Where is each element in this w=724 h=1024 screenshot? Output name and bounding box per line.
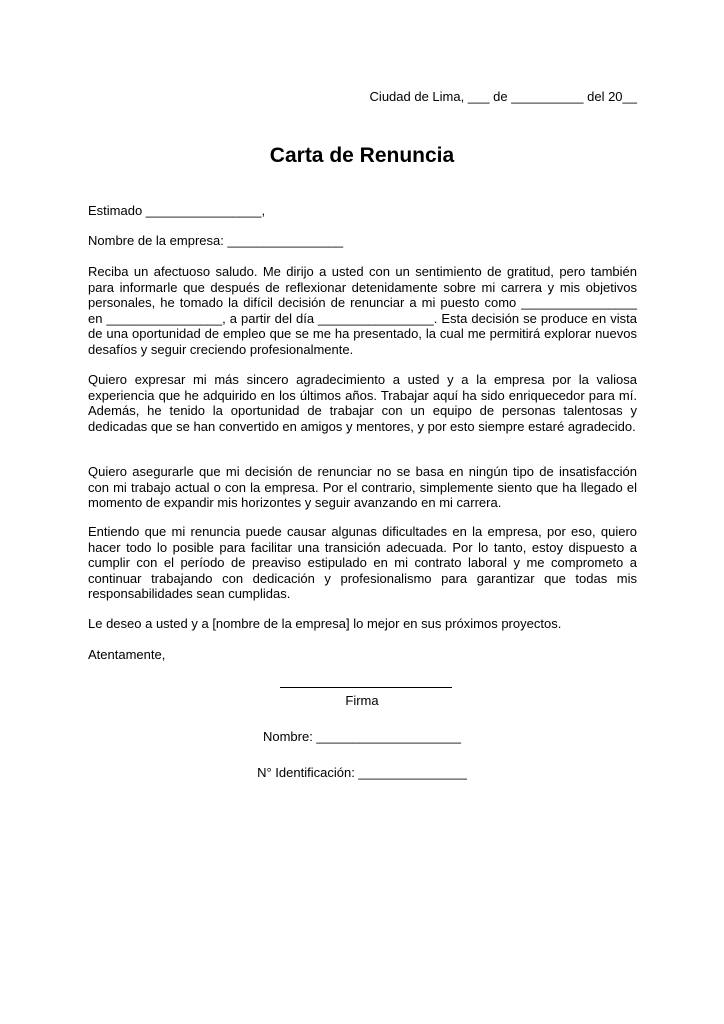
paragraph-3: Quiero asegurarle que mi decisión de renunciar no se basa en ningún tipo de insatisfacción con mi trabajo actual o con la empresa. Por el contrario, simplemente siento que ha llegado el momento de expandir mis horizontes y seguir avanzando en mi carrera. xyxy=(88,464,637,510)
company-line: Nombre de la empresa: ________________ xyxy=(88,233,344,248)
identificacion-line: N° Identificación: _______________ xyxy=(257,765,467,780)
greeting: Estimado ________________, xyxy=(88,203,266,218)
paragraph-4: Entiendo que mi renuncia puede causar algunas dificultades en la empresa, por eso, quiero hacer todo lo posible para facilitar una transición adecuada. Por lo tanto, estoy dispuesto a cumplir con el período de preaviso estipulado en mi contrato laboral y me comprometo a continuar trabajando con dedicación y profesionalismo para garantizar que todas mis responsabilidades sean cumplidas. xyxy=(88,524,637,601)
closing-wish: Le deseo a usted y a [nombre de la empresa] lo mejor en sus próximos proyectos. xyxy=(88,616,562,631)
letter-title: Carta de Renuncia xyxy=(269,144,455,167)
paragraph-1: Reciba un afectuoso saludo. Me dirijo a usted con un sentimiento de gratitud, pero también para informarle que después de reflexionar detenidamente sobre mi carrera y mis objetivos personales, he tomado la difícil decisión de renunciar a mi puesto como ________________ en ________________, a partir del día ________________. Esta decisión se produce en vista de una oportunidad de empleo que se me ha presentado, la cual me permitirá explorar nuevos desafíos y seguir creciendo profesionalmente. xyxy=(88,264,637,357)
signature-line xyxy=(280,687,452,688)
date-line: Ciudad de Lima, ___ de __________ del 20__ xyxy=(369,89,637,104)
paragraph-2: Quiero expresar mi más sincero agradecimiento a usted y a la empresa por la valiosa experiencia que he adquirido en los últimos años. Trabajar aquí ha sido enriquecedor para mí. Además, he tenido la oportunidad de trabajar con un equipo de personas talentosas y dedicadas que se han convertido en amigos y mentores, y por esto siempre estaré agradecido. xyxy=(88,372,637,434)
nombre-line: Nombre: ____________________ xyxy=(262,729,462,744)
regards: Atentamente, xyxy=(88,647,166,662)
firma-label: Firma xyxy=(345,693,379,708)
